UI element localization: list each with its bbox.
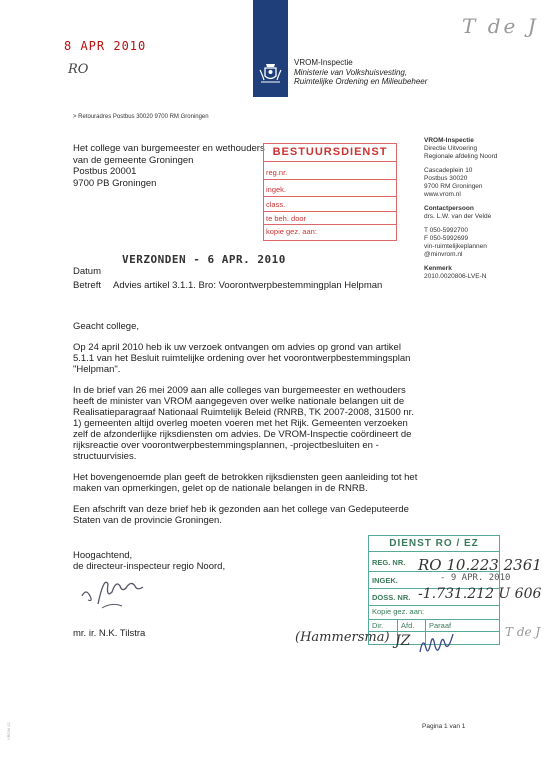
sidebar-contact-name: drs. L.W. van der Velde xyxy=(424,213,492,220)
sidebar-postbus: Postbus 30020 xyxy=(424,175,468,182)
letter-body xyxy=(73,321,423,536)
page-number: Pagina 1 van 1 xyxy=(422,723,466,730)
dienst-stamp-title: DIENST RO / EZ xyxy=(389,538,479,549)
paraaf-signature-icon xyxy=(418,632,460,658)
stamp-received-date: 8 APR 2010 xyxy=(64,39,147,53)
sidebar-dept: Regionale afdeling Noord xyxy=(424,153,498,160)
col-paraaf: Paraaf xyxy=(429,621,452,630)
paragraph: Het bovengenoemde plan geeft de betrokken rijksdiensten geen aanleiding tot het maken van opmerkingen, gelet op de nationale belangen in de RNRB. xyxy=(73,472,418,494)
sidebar-street: Cascadeplein 10 xyxy=(424,167,473,174)
sender-sidebar xyxy=(424,137,539,281)
handwritten-initials-top: T de J xyxy=(462,14,539,38)
paragraph: Een afschrift van deze brief heb ik gezonden aan het college van Gedeputeerde Staten van de provincie Groningen. xyxy=(73,504,409,526)
sidebar-city: 9700 RM Groningen xyxy=(424,183,483,190)
closing-greeting: Hoogachtend, xyxy=(73,550,133,561)
incoming-stamp xyxy=(263,143,397,241)
sidebar-fax: F 050-5992699 xyxy=(424,235,469,242)
coat-of-arms-icon xyxy=(257,58,284,85)
stamp-class-label: class. xyxy=(266,200,286,209)
return-address: > Retouradres Postbus 30020 9700 RM Groningen xyxy=(73,114,209,120)
closing xyxy=(73,550,225,572)
recipient-address xyxy=(73,143,265,189)
dienst-received-date: - 9 APR. 2010 xyxy=(440,573,511,583)
handwritten-initials: JZ xyxy=(395,633,411,649)
organisation-name xyxy=(294,58,427,87)
handwritten-reg-nr: RO 10.223 2361 xyxy=(418,556,542,574)
kopie-label: Kopie gez. aan: xyxy=(372,607,425,616)
sidebar-dept: Directie Uitvoering xyxy=(424,145,478,152)
stamp-reg-label: reg.nr. xyxy=(266,168,288,177)
org-line-1: VROM-Inspectie xyxy=(294,58,353,67)
org-line-2: Ministerie van Volkshuisvesting, xyxy=(294,67,408,77)
recipient-line: Het college van burgemeester en wethouders xyxy=(73,143,265,154)
sidebar-kenmerk-label: Kenmerk xyxy=(424,265,452,272)
signatory-name: mr. ir. N.K. Tilstra xyxy=(73,628,146,639)
recipient-line: 9700 PB Groningen xyxy=(73,177,157,189)
stamp-ingek-label: ingek. xyxy=(266,185,287,194)
doss-nr-label: DOSS. NR. xyxy=(372,593,411,602)
stamp-handwritten-dept: RO xyxy=(68,62,89,77)
stamp-title: BESTUURSDIENST xyxy=(264,146,396,162)
signature-icon xyxy=(80,574,150,612)
col-afd: Afd. xyxy=(401,621,415,630)
date-label: Datum xyxy=(73,266,101,277)
sidebar-org: VROM-Inspectie xyxy=(424,137,474,144)
salutation: Geacht college, xyxy=(73,321,140,332)
col-dir: Dir. xyxy=(372,621,384,630)
sidebar-email: @minvrom.nl xyxy=(424,251,463,258)
org-line-3: Ruimtelijke Ordening en Milieubeheer xyxy=(294,77,428,86)
sidebar-email: vin-ruimtelijkeplannen xyxy=(424,243,487,250)
handwritten-doss-nr: -1.731.212 U 606 xyxy=(418,586,542,602)
sent-stamp: VERZONDEN - 6 APR. 2010 xyxy=(122,253,286,266)
sidebar-web: www.vrom.nl xyxy=(424,191,461,198)
reg-nr-label: REG. NR. xyxy=(372,558,406,567)
handwritten-name: (Hammersma) xyxy=(295,630,390,645)
sidebar-phone: T 050-5992700 xyxy=(424,227,468,234)
form-code: VROM 12 xyxy=(6,722,11,740)
paragraph: Op 24 april 2010 heb ik uw verzoek ontvangen om advies op grond van artikel 5.1.1 van het Besluit ruimtelijke ordening over het voorontwerpbestemmingsplan "Helpman". xyxy=(73,342,411,375)
subject-value: Advies artikel 3.1.1. Bro: Voorontwerpbestemmingplan Helpman xyxy=(113,280,383,291)
recipient-line: van de gemeente Groningen xyxy=(73,154,194,166)
subject-label: Betreft xyxy=(73,280,101,291)
stamp-handler-label: te beh. door xyxy=(266,214,307,223)
sidebar-kenmerk: 2010.0020806-LVE-N xyxy=(424,273,487,280)
paragraph: In de brief van 26 mei 2009 aan alle colleges van burgemeester en wethouders heeft de minister van VROM aangegeven over welke nationale belangen uit de Realisatieparagraaf Nationaal Ruimtelijk Beleid (RNRB, TK 2007-2008, 31500 nr. 1) gemeenten altijd overleg moeten voeren met het Rijk. Gemeenten verzoeken zelf de afzonderlijke rijksdiensten om advies. De VROM-Inspectie coördineert de rijksreactie over voorontwerpbestemmingsplannen, -projectbesluiten en -structuurvisies. xyxy=(73,385,414,462)
stamp-copy-label: kopie gez. aan: xyxy=(266,227,317,236)
recipient-line: Postbus 20001 xyxy=(73,166,137,177)
handwritten-initials-right: T de J xyxy=(505,625,541,639)
ingek-label: INGEK. xyxy=(372,576,398,585)
closing-role: de directeur-inspecteur regio Noord, xyxy=(73,561,226,572)
sidebar-contact-label: Contactpersoon xyxy=(424,205,474,212)
